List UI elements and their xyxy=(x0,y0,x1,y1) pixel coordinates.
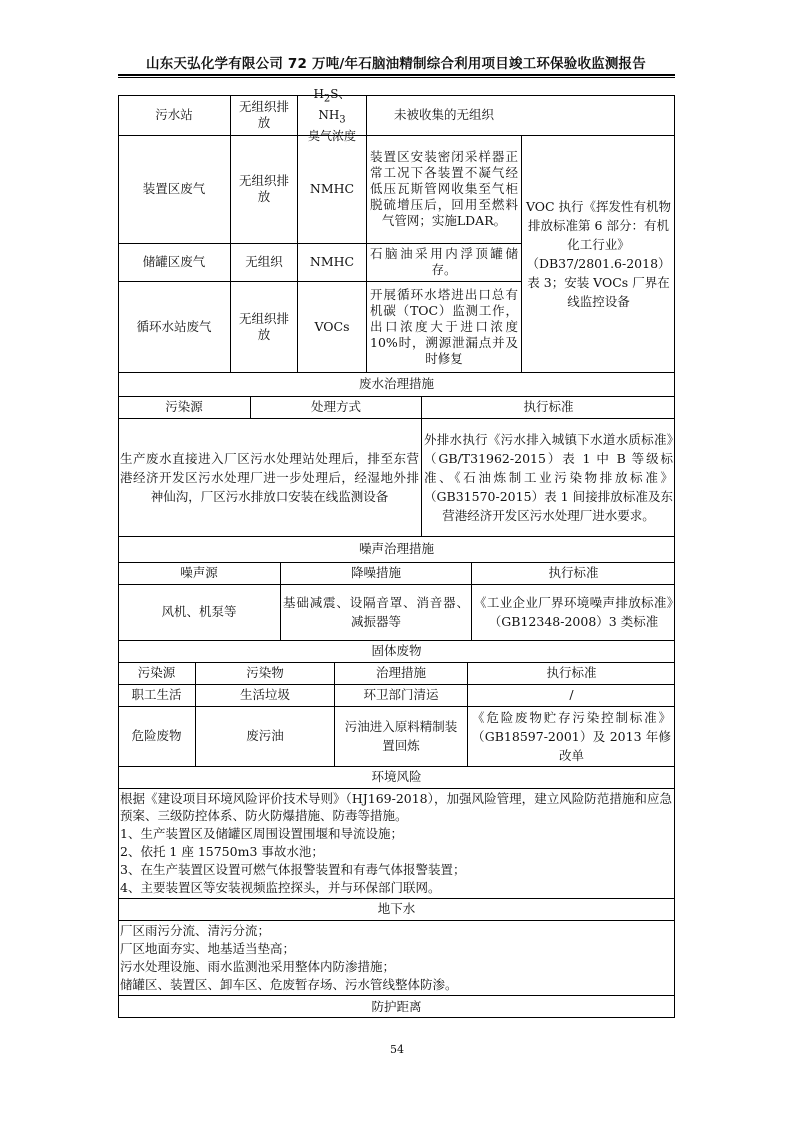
risk-line-3: 3、在生产装置区设置可燃气体报警装置和有毒气体报警装置； xyxy=(120,862,466,877)
gas-row-2-measure: 装置区安装密闭采样器正常工况下各装置不凝气经低压瓦斯管网收集至气柜脱硫增压后，回用至燃料气管网；实施LDAR。 xyxy=(370,149,518,228)
gas-row-4-type: 无组织排放 xyxy=(238,310,289,342)
gas-row-1-type: 无组织排放 xyxy=(238,99,289,130)
wastewater-col-source: 污染源 xyxy=(165,399,203,414)
risk-line-1: 1、生产装置区及储罐区周围设置围堰和导流设施； xyxy=(120,826,403,841)
groundwater-line-3: 储罐区、装置区、卸车区、危废暂存场、污水管线整体防渗。 xyxy=(120,977,458,992)
noise-section-title: 噪声治理措施 xyxy=(358,541,434,556)
header-rule xyxy=(118,74,675,76)
risk-line-2: 2、依托 1 座 15750m3 事故水池； xyxy=(120,844,324,859)
noise-col-measure: 降噪措施 xyxy=(350,565,401,580)
solid-col-pollutant: 污染物 xyxy=(246,665,284,680)
gas-row-1-source: 污水站 xyxy=(155,107,193,122)
gas-row-4-source: 循环水站废气 xyxy=(136,318,212,334)
risk-line-0: 根据《建设项目环境风险评价技术导则》（HJ169-2018），加强风险管理，建立风险防范措施和应急预案、三级防控体系、防火防爆措施、防毒等措施。 xyxy=(120,791,672,823)
groundwater-line-1: 厂区地面夯实、地基适当垫高； xyxy=(120,941,296,956)
solid-col-standard: 执行标准 xyxy=(546,665,597,680)
noise-source: 风机、机泵等 xyxy=(161,604,237,619)
gas-standard: VOC 执行《挥发性有机物排放标准第 6 部分：有机化工行业》（DB37/2801.6-2018）表 3；安装 VOCs 厂界在线监控设备 xyxy=(525,198,672,309)
wastewater-section-title: 废水治理措施 xyxy=(358,376,434,391)
groundwater-section-title: 地下水 xyxy=(377,901,416,916)
header-rule-thin xyxy=(118,77,675,78)
groundwater-line-0: 厂区雨污分流、清污分流； xyxy=(120,923,271,938)
risk-section-title: 环境风险 xyxy=(371,769,422,784)
wastewater-col-standard: 执行标准 xyxy=(523,399,574,414)
protection-section-title: 防护距离 xyxy=(371,998,422,1014)
gas-row-3-pollutant: NMHC xyxy=(309,254,355,269)
gas-row-3-type: 无组织 xyxy=(245,254,283,269)
solid-row-1-source: 职工生活 xyxy=(131,687,182,702)
risk-line-4: 4、主要装置区等安装视频监控探头，并与环保部门联网。 xyxy=(120,880,441,895)
wastewater-standard: 外排水执行《污水排入城镇下水道水质标准》（GB/T31962-2015）表 1 中 B 等级标准、《石油炼制工业污染物排放标准》（GB31570-2015）表 1 间接排放标准及东营港经济开发区污水处理厂进水要求。 xyxy=(424,431,673,523)
solid-row-1-measure: 环卫部门清运 xyxy=(363,687,439,702)
solid-row-1-pollutant: 生活垃圾 xyxy=(239,687,290,702)
groundwater-line-2: 污水处理设施、雨水监测池采用整体内防渗措施； xyxy=(120,959,396,974)
gas-row-2-type: 无组织排放 xyxy=(238,173,289,204)
solid-row-2-pollutant: 废污油 xyxy=(246,728,284,743)
solid-row-2-source: 危险废物 xyxy=(131,728,182,743)
gas-row-1-measure: 未被收集的无组织 xyxy=(393,107,494,122)
solid-row-2-measure: 污油进入原料精制装置回炼 xyxy=(344,719,458,753)
solid-row-1-standard: / xyxy=(569,687,574,702)
solid-section-title: 固体废物 xyxy=(371,643,422,658)
wastewater-method: 生产废水直接进入厂区污水处理站处理后，排至东营港经济开发区污水处理厂进一步处理后，经湿地外排神仙沟，厂区污水排放口安装在线监测设备 xyxy=(120,450,419,504)
report-header-title: 山东天弘化学有限公司 72 万吨/年石脑油精制综合利用项目竣工环保验收监测报告 xyxy=(146,56,646,72)
gas-row-3-source: 储罐区废气 xyxy=(142,254,206,269)
gas-row-4-measure: 开展循环水塔进出口总有机碳（TOC）监测工作，出口浓度大于进口浓度 10%时，溯源泄漏点并及时修复 xyxy=(370,286,518,366)
solid-row-2-standard: 《危险废物贮存污染控制标准》（GB18597-2001）及 2013 年修改单 xyxy=(472,709,671,763)
noise-col-standard: 执行标准 xyxy=(548,565,599,580)
noise-measure: 基础减震、设隔音罩、消音器、减振器等 xyxy=(283,595,469,629)
page-number: 54 xyxy=(390,1043,404,1056)
gas-row-3-measure: 石脑油采用内浮顶罐储存。 xyxy=(370,246,518,277)
solid-col-measure: 治理措施 xyxy=(375,665,426,680)
gas-row-2-source: 装置区废气 xyxy=(142,181,206,196)
solid-col-source: 污染源 xyxy=(137,665,176,680)
noise-col-source: 噪声源 xyxy=(180,565,218,580)
noise-standard: 《工业企业厂界环境噪声排放标准》（GB12348-2008）3 类标准 xyxy=(474,595,673,629)
wastewater-col-method: 处理方式 xyxy=(310,399,361,414)
gas-row-1-pollutant: $H_2S$、$NH_3$ 臭气浓度 xyxy=(307,86,356,144)
gas-row-2-pollutant: NMHC xyxy=(309,181,355,196)
gas-row-4-pollutant: VOCs xyxy=(314,318,350,334)
